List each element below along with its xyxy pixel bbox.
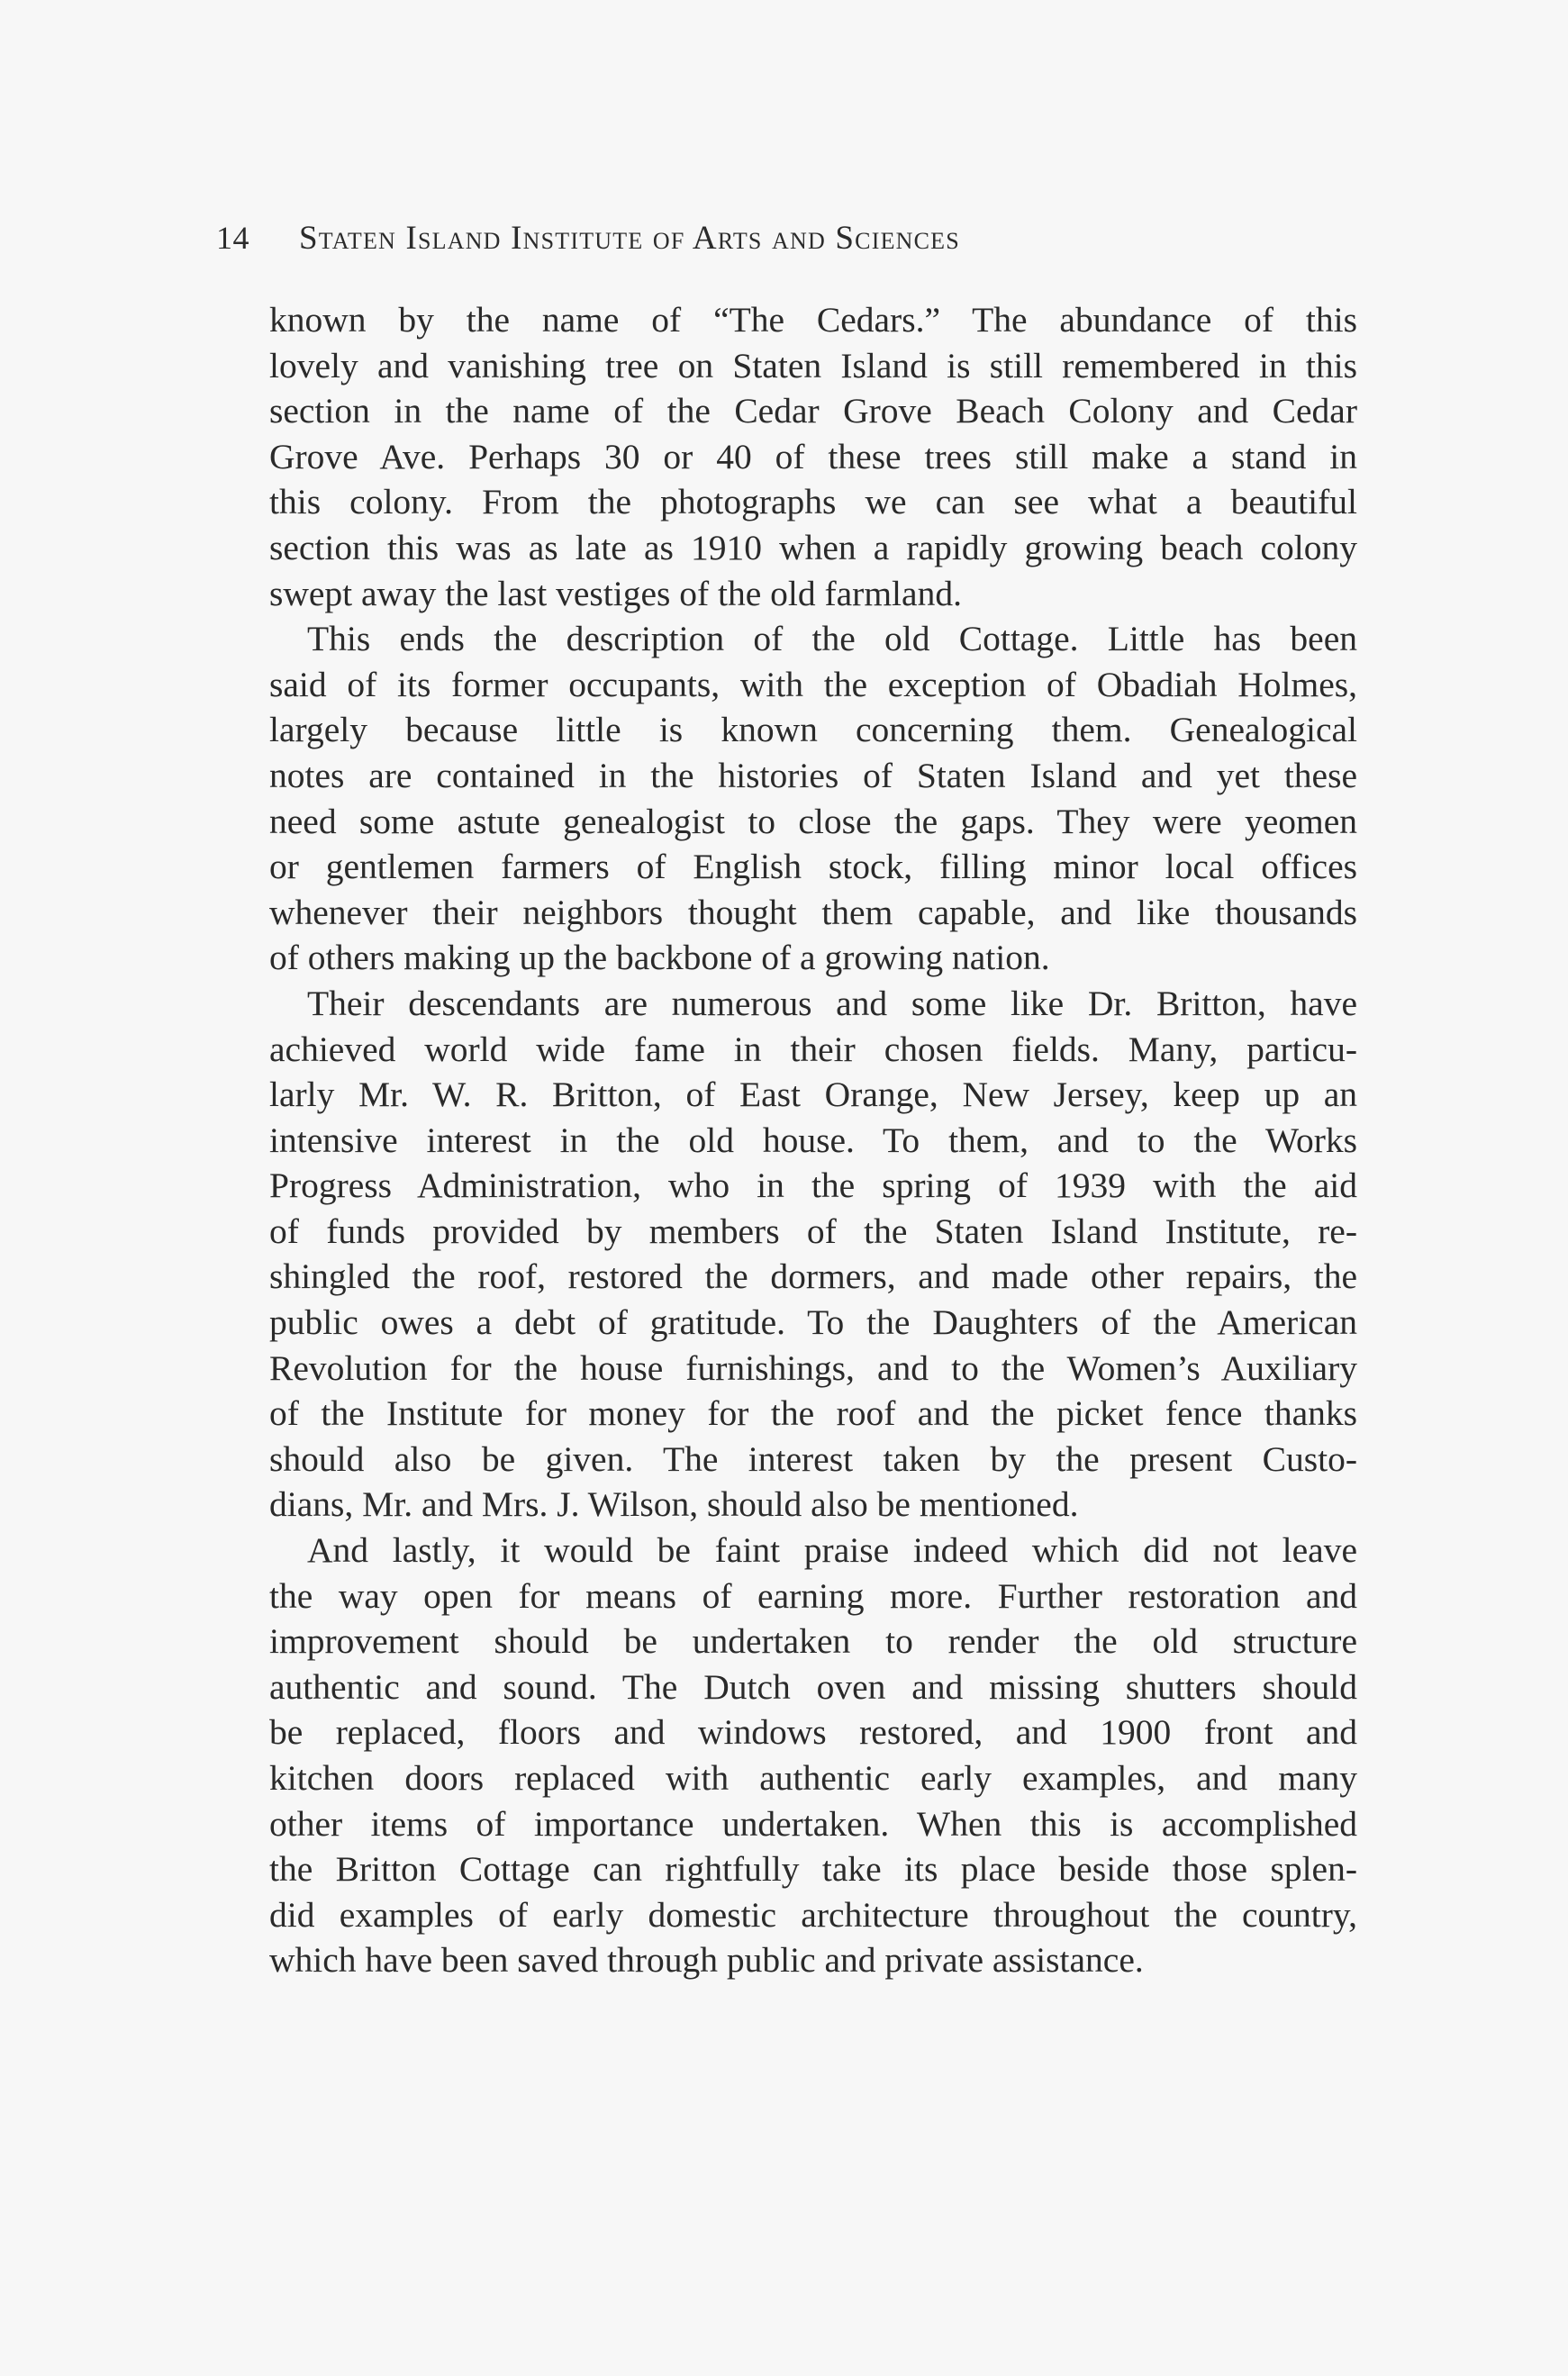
paragraph-4 (269, 1528, 1357, 1983)
text-line: kitchen doors replaced with authentic early examples, and many (269, 1758, 1357, 1798)
paragraph-2 (269, 616, 1357, 981)
text-line: swept away the last vestiges of the old farmland. (269, 573, 962, 613)
text-line: Revolution for the house furnishings, and to the Women’s Auxiliary (269, 1347, 1357, 1388)
body-text (269, 297, 1357, 1983)
text-line: which have been saved through public and private assistance. (269, 1940, 1144, 1981)
text-line: improvement should be undertaken to render the old structure (269, 1621, 1357, 1662)
text-line: be replaced, floors and windows restored, and 1900 front and (269, 1712, 1357, 1753)
text-line: said of its former occupants, with the exception of Obadiah Holmes, (269, 664, 1357, 704)
text-line: of funds provided by members of the Staten Island Institute, re- (269, 1211, 1357, 1251)
text-line: And lastly, it would be faint praise indeed which did not leave (307, 1530, 1357, 1571)
running-title: Staten Island Institute of Arts and Sciences (299, 220, 960, 257)
text-line: of others making up the backbone of a growing nation. (269, 938, 1050, 978)
text-line: Grove Ave. Perhaps 30 or 40 of these trees still make a stand in (269, 436, 1357, 476)
text-line: of the Institute for money for the roof and the picket fence thanks (269, 1393, 1357, 1434)
paragraph-1 (269, 297, 1357, 616)
text-line: dians, Mr. and Mrs. J. Wilson, should also be mentioned. (269, 1484, 1079, 1525)
text-line: intensive interest in the old house. To them, and to the Works (269, 1120, 1357, 1160)
text-line: section this was as late as 1910 when a rapidly growing beach colony (269, 527, 1357, 567)
text-line: known by the name of “The Cedars.” The abundance of this (269, 300, 1357, 340)
text-line: the Britton Cottage can rightfully take its place beside those splen- (269, 1849, 1357, 1890)
text-line: largely because little is known concerning them. Genealogical (269, 710, 1357, 750)
text-line: shingled the roof, restored the dormers, and made other repairs, the (269, 1256, 1357, 1297)
text-line: larly Mr. W. R. Britton, of East Orange, New Jersey, keep up an (269, 1075, 1357, 1115)
text-line: this colony. From the photographs we can see what a beautiful (269, 482, 1357, 522)
text-line: Progress Administration, who in the spring of 1939 with the aid (269, 1165, 1357, 1206)
text-line: notes are contained in the histories of Staten Island and yet these (269, 755, 1357, 795)
text-line: other items of importance undertaken. When this is accomplished (269, 1803, 1357, 1844)
page-number: 14 (216, 220, 249, 256)
text-line: lovely and vanishing tree on Staten Island is still remembered in this (269, 345, 1357, 385)
text-line: This ends the description of the old Cottage. Little has been (307, 619, 1357, 659)
text-line: Their descendants are numerous and some like Dr. Britton, have (307, 983, 1357, 1023)
text-line: need some astute genealogist to close the gaps. They were yeomen (269, 801, 1357, 841)
text-line: whenever their neighbors thought them capable, and like thousands (269, 892, 1357, 932)
text-line: the way open for means of earning more. Further restoration and (269, 1575, 1357, 1616)
text-line: achieved world wide fame in their chosen fields. Many, particu- (269, 1029, 1357, 1069)
text-line: section in the name of the Cedar Grove Beach Colony and Cedar (269, 391, 1357, 431)
paragraph-3 (269, 981, 1357, 1528)
text-line: did examples of early domestic architecture throughout the country, (269, 1894, 1357, 1935)
text-line: authentic and sound. The Dutch oven and missing shutters should (269, 1666, 1357, 1707)
running-header (216, 219, 1243, 264)
text-line: or gentlemen farmers of English stock, filling minor local offices (269, 847, 1357, 887)
text-line: public owes a debt of gratitude. To the Daughters of the American (269, 1302, 1357, 1343)
text-line: should also be given. The interest taken by the present Custo- (269, 1438, 1357, 1479)
